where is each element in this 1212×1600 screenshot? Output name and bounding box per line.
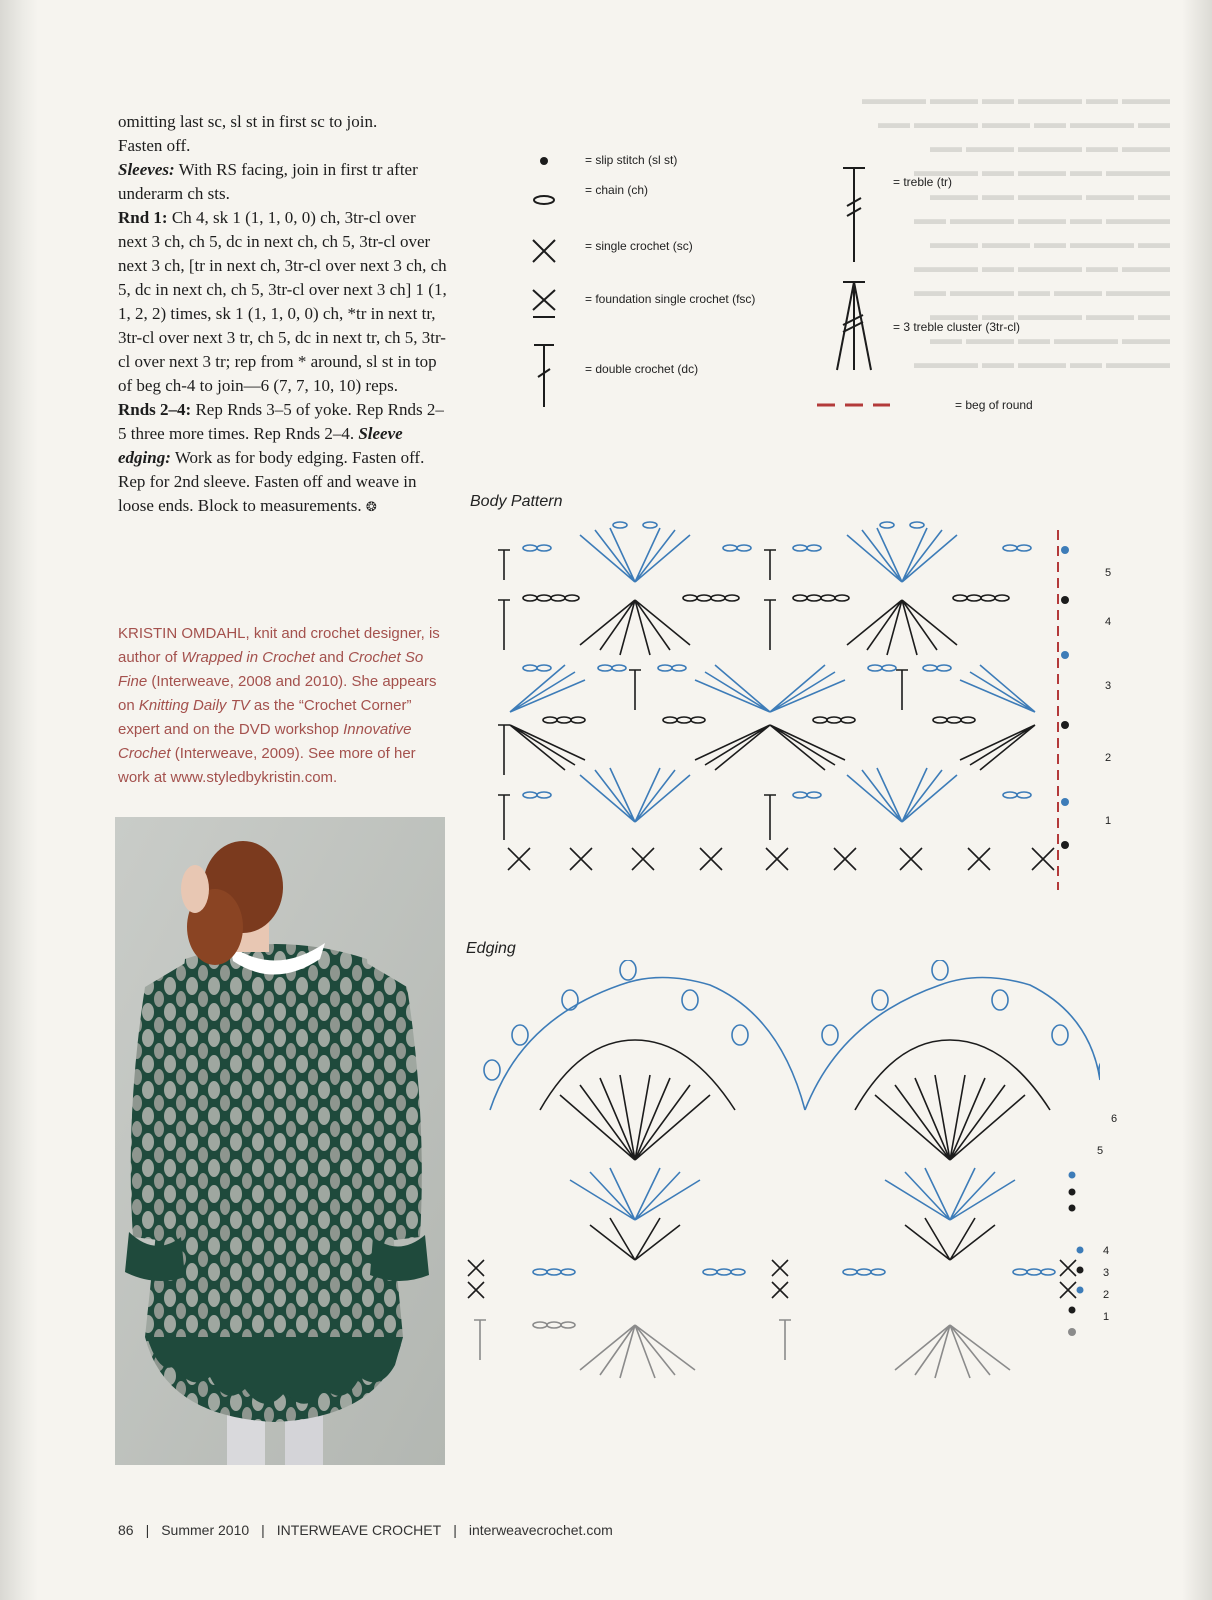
page-gutter-right	[1182, 0, 1212, 1600]
legend-treble: = treble (tr)	[893, 175, 953, 189]
rnds24-label: Rnds 2–4:	[118, 400, 192, 419]
page-number: 86	[118, 1522, 134, 1538]
body-stitch-grid	[498, 522, 1054, 870]
magazine-url: interweavecrochet.com	[468, 1522, 613, 1538]
edging-round-2: 2	[1103, 1289, 1110, 1301]
bio-show-title: Knitting Daily TV	[138, 697, 250, 714]
footer-separator: |	[261, 1522, 265, 1538]
edging-chart	[460, 960, 1100, 1380]
sleeves-text: With RS facing, join in first tr after underarm ch sts.	[118, 160, 418, 203]
bio-text: and	[314, 649, 349, 666]
sleeve-edging-label: Sleeve edging:	[118, 424, 403, 467]
edging-sc-row	[468, 1260, 1076, 1298]
rnd1-paragraph	[118, 206, 448, 398]
edging-outer-picots	[484, 960, 1100, 1110]
treble-icon	[843, 168, 865, 262]
instruction-line: omitting last sc, sl st in first sc to join.	[118, 112, 378, 131]
sleeve-edging-text: Work as for body edging. Fasten off. Rep for 2nd sleeve. Fasten off and weave in loose ends. Block to measurements.	[118, 448, 425, 515]
edging-chain-row	[533, 1269, 1055, 1275]
tunic-photo	[115, 817, 445, 1465]
edging-inner-arc	[540, 1040, 1050, 1110]
bio-text: (Interweave, 2008 and 2010). She appears on	[118, 673, 437, 714]
body-round-5: 5	[1105, 567, 1112, 579]
edging-title: Edging	[466, 940, 516, 957]
cluster-icon	[837, 282, 871, 370]
legend-chain: = chain (ch)	[585, 183, 649, 197]
edging-round-3: 3	[1103, 1267, 1110, 1279]
end-mark-icon: ❂	[365, 500, 377, 515]
sleeves-label: Sleeves:	[118, 160, 175, 179]
body-round-1: 1	[1105, 815, 1112, 827]
chain-icon	[534, 196, 554, 204]
body-row-sc	[508, 848, 1054, 870]
legend-double-crochet: = double crochet (dc)	[585, 362, 699, 376]
legend-foundation-sc: = foundation single crochet (fsc)	[585, 292, 756, 306]
body-round-markers	[1061, 546, 1069, 849]
body-round-3: 3	[1105, 680, 1112, 692]
body-fans-blue	[510, 528, 1035, 822]
page-footer	[112, 1522, 619, 1538]
rnd1-label: Rnd 1:	[118, 208, 168, 227]
edging-round-markers	[1068, 1172, 1084, 1337]
stitch-key-symbols-right	[815, 160, 890, 430]
bio-book-title: Crochet So Fine	[118, 649, 424, 690]
body-trebles	[498, 550, 908, 840]
foundation-single-crochet-icon	[533, 290, 555, 317]
legend-beg-of-round: = beg of round	[955, 398, 1033, 412]
body-chains-blue	[523, 522, 1031, 798]
rnd1-text: Ch 4, sk 1 (1, 1, 0, 0) ch, 3tr-cl over next 3 ch, ch 5, dc in next ch, ch 5, 3tr-cl over next 3 ch, [tr in next ch, 3tr-cl over next 3 ch, ch 5, dc in next ch, ch 5, 3tr-cl over next 3 ch] 1 (1, 1, 2, 2) times, sk 1 (1, 1, 0, 0) ch, *tr in next tr, 3tr-cl over next 3 tr, ch 5, dc in next tr, ch 5, 3tr-cl over next 3 tr; rep from * around, sl st in top of beg ch-4 to join—6 (7, 7, 10, 10) reps.	[118, 208, 447, 395]
body-pattern-chart	[490, 520, 1100, 895]
double-crochet-icon	[534, 345, 554, 407]
footer-separator: |	[453, 1522, 457, 1538]
issue-date: Summer 2010	[161, 1522, 250, 1538]
magazine-name: INTERWEAVE CROCHET	[276, 1522, 442, 1538]
page-gutter-left	[0, 0, 38, 1600]
bio-text: KRISTIN OMDAHL, knit and crochet designer, is author of	[118, 625, 440, 666]
legend-slip-stitch: = slip stitch (sl st)	[585, 153, 678, 167]
rnds24-text: Rep Rnds 3–5 of yoke. Rep Rnds 2–5 three more times. Rep Rnds 2–4.	[118, 400, 444, 443]
slip-stitch-icon	[540, 157, 548, 165]
body-pattern-title: Body Pattern	[470, 493, 563, 510]
bio-text: (Interweave, 2009). See more of her work at www.styledbykristin.com.	[118, 745, 416, 786]
show-through-text: ▬▬▬ ▬▬ ▬▬▬▬ ▬▬ ▬▬▬ ▬▬▬▬ ▬▬ ▬▬▬▬ ▬▬ ▬▬▬ ▬▬▬▬ ▬▬ ▬▬▬ ▬▬ ▬▬▬▬ ▬▬▬ ▬▬ ▬▬▬▬ ▬▬ ▬▬▬ ▬▬ ▬▬▬▬ ▬▬ ▬▬▬ ▬▬▬▬ ▬▬ ▬▬▬ ▬▬▬▬ ▬▬ ▬▬▬ ▬▬▬▬ ▬▬ ▬▬ ▬▬▬▬ ▬▬ ▬▬▬ ▬▬▬ ▬▬▬ ▬▬ ▬▬▬▬ ▬▬ ▬▬▬▬ ▬▬▬▬ ▬▬▬ ▬▬ ▬▬▬▬ ▬▬ ▬▬ ▬▬▬ ▬▬▬▬ ▬▬ ▬▬▬ ▬▬▬ ▬▬▬▬ ▬▬ ▬▬▬ ▬▬ ▬▬▬▬ ▬▬ ▬▬▬ ▬▬ ▬▬▬▬	[862, 91, 1170, 372]
edging-round-6: 6	[1111, 1113, 1118, 1125]
legend-single-crochet: = single crochet (sc)	[585, 239, 693, 253]
bio-book-title: Wrapped in Crochet	[181, 649, 315, 666]
body-round-4: 4	[1105, 616, 1112, 628]
footer-separator: |	[145, 1522, 150, 1538]
edging-round-5: 5	[1097, 1145, 1104, 1157]
stitch-key-symbols-left	[520, 145, 580, 415]
pattern-instructions	[118, 110, 448, 520]
bio-text: as the “Crochet Corner” expert and on the DVD workshop	[118, 697, 412, 738]
edging-black-fan	[590, 1218, 995, 1260]
rnds24-paragraph	[118, 398, 448, 520]
tunic-photo-illustration	[115, 817, 445, 1465]
edging-treble-fan	[560, 1075, 1025, 1160]
body-fans-black	[510, 600, 1035, 770]
designer-bio	[118, 622, 448, 790]
instruction-line: Fasten off.	[118, 136, 191, 155]
sleeves-paragraph	[118, 158, 448, 206]
legend-cluster: = 3 treble cluster (3tr-cl)	[893, 320, 1021, 334]
edging-round-4: 4	[1103, 1245, 1110, 1257]
edging-blue-fan	[570, 1168, 1015, 1220]
body-round-2: 2	[1105, 752, 1112, 764]
edging-base-grey	[474, 1320, 1010, 1378]
edging-round-1: 1	[1103, 1311, 1110, 1323]
body-chains-black	[523, 595, 1009, 723]
bio-dvd-title: Innovative Crochet	[118, 721, 412, 762]
single-crochet-icon	[533, 240, 555, 262]
